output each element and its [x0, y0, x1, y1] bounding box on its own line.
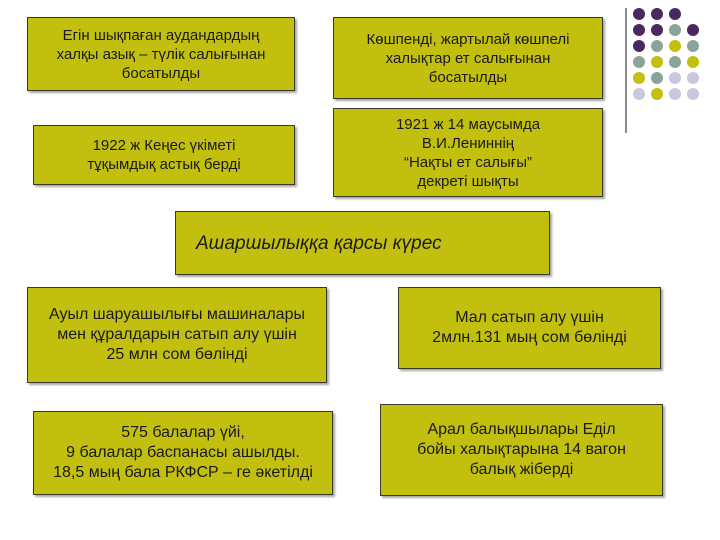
decor-dot	[651, 24, 663, 36]
decor-dot	[651, 40, 663, 52]
decor-dot	[669, 8, 681, 20]
decor-dot	[669, 72, 681, 84]
box-nomads-meat-tax-exempt: Көшпенді, жартылай көшпелі халықтар ет салығынан босатылды	[333, 17, 603, 99]
decor-dot	[633, 24, 645, 36]
decor-dot	[669, 40, 681, 52]
box-central-topic: Ашаршылыққа қарсы күрес	[175, 211, 550, 275]
decor-dot	[633, 88, 645, 100]
decor-dot	[669, 56, 681, 68]
decor-dot	[633, 8, 645, 20]
decor-dot	[651, 72, 663, 84]
box-livestock-funds: Мал сатып алу үшін 2млн.131 мың сом бөлінді	[398, 287, 661, 369]
box-seed-grain-1922: 1922 ж Кеңес үкіметі тұқымдық астық берді	[33, 125, 295, 185]
decor-dot-grid	[633, 8, 713, 108]
box-crop-failure-tax-exempt: Егін шықпаған аудандардың халқы азық – түлік салығынан босатылды	[27, 17, 295, 91]
box-orphanages: 575 балалар үйі, 9 балалар баспанасы ашылды. 18,5 мың бала РКФСР – ге әкетілді	[33, 411, 333, 495]
decor-dot	[669, 88, 681, 100]
decor-dot	[687, 24, 699, 36]
decor-dot	[651, 56, 663, 68]
box-machinery-funds: Ауыл шаруашылығы машиналары мен құралдарын сатып алу үшін 25 млн сом бөлінді	[27, 287, 327, 383]
decor-dot	[633, 72, 645, 84]
decor-dot	[687, 88, 699, 100]
decor-dot	[633, 40, 645, 52]
decor-dot	[687, 40, 699, 52]
decor-divider-line	[625, 8, 627, 133]
decor-dot	[651, 8, 663, 20]
box-lenin-decree-1921: 1921 ж 14 маусымда В.И.Лениннің “Нақты ет салығы” декреті шықты	[333, 108, 603, 197]
decor-dot	[687, 56, 699, 68]
decor-dot	[651, 88, 663, 100]
box-aral-fish-aid: Арал балықшылары Еділ бойы халықтарына 14 вагон балық жіберді	[380, 404, 663, 496]
decor-dot	[687, 72, 699, 84]
decor-dot	[633, 56, 645, 68]
decor-dot	[669, 24, 681, 36]
